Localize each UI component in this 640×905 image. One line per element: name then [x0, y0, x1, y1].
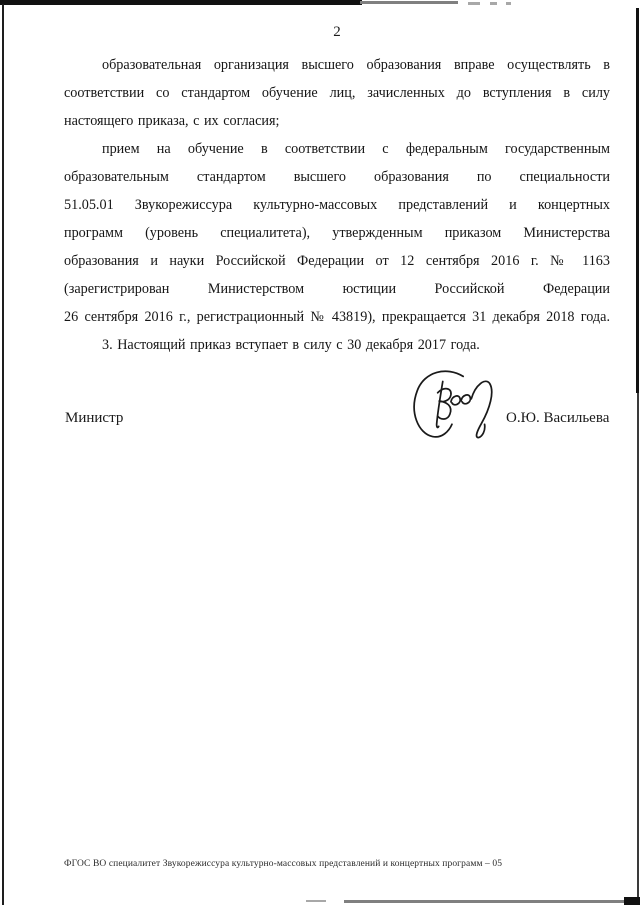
body-line: прием на обучение в соответствии с федеральным государственным — [102, 141, 610, 157]
scan-artifact-right-line-thin — [637, 393, 639, 905]
body-line: 3. Настоящий приказ вступает в силу с 30 декабря 2017 года. — [102, 337, 480, 353]
body-line: 51.05.01 Звукорежиссура культурно-массовых представлений и концертных — [64, 197, 610, 213]
scan-artifact-bottom-dash — [306, 900, 326, 902]
scan-artifact-top-dash-2 — [490, 2, 497, 5]
minister-name: О.Ю. Васильева — [506, 410, 610, 426]
scan-artifact-top-dash-1 — [468, 2, 480, 5]
scan-artifact-bottom-right-blob — [624, 897, 640, 905]
footer-note: ФГОС ВО специалитет Звукорежиссура культурно-массовых представлений и концертных программ – 05 — [64, 859, 503, 869]
scan-artifact-right-line-thick — [636, 8, 639, 393]
scan-artifact-top-dash-3 — [506, 2, 511, 5]
body-line: образования и науки Российской Федерации от 12 сентября 2016 г. № 1163 — [64, 253, 610, 269]
scan-artifact-left-line — [2, 4, 4, 905]
scan-artifact-bottom-strip — [344, 900, 640, 903]
body-line: образовательным стандартом высшего образования по специальности — [64, 169, 610, 185]
body-line: образовательная организация высшего образования вправе осуществлять в — [102, 57, 610, 73]
body-line: (зарегистрирован Министерством юстиции Российской Федерации — [64, 281, 610, 297]
body-line: программ (уровень специалитета), утвержденным приказом Министерства — [64, 225, 610, 241]
body-line: 26 сентября 2016 г., регистрационный № 43819), прекращается 31 декабря 2018 года. — [64, 309, 610, 325]
scan-artifact-top-strip — [0, 0, 362, 5]
body-line: настоящего приказа, с их согласия; — [64, 113, 280, 129]
page-number: 2 — [333, 24, 341, 40]
body-line: соответствии со стандартом обучение лиц, зачисленных до вступления в силу — [64, 85, 610, 101]
scan-artifact-top-strip-2 — [360, 1, 458, 4]
document-body — [64, 51, 610, 359]
handwritten-signature-icon — [404, 366, 506, 450]
minister-title: Министр — [65, 410, 124, 426]
